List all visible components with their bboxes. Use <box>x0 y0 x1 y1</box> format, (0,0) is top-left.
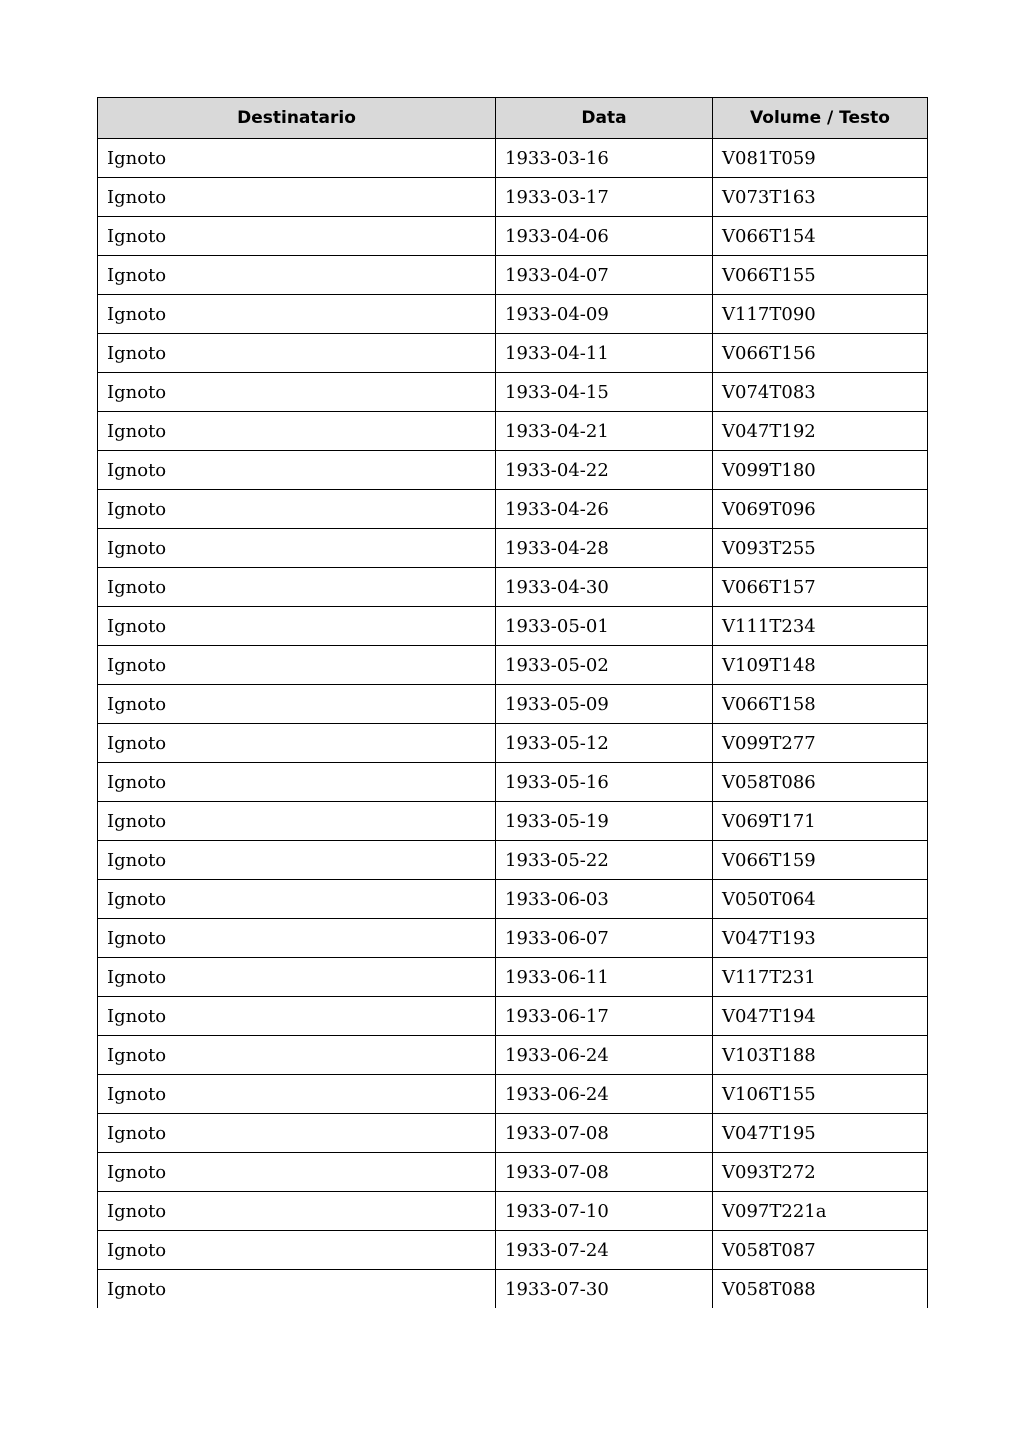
cell-volume-testo: V097T221a <box>713 1192 928 1231</box>
cell-volume-testo: V069T171 <box>713 802 928 841</box>
cell-data: 1933-05-12 <box>496 724 713 763</box>
table-row <box>98 997 928 1036</box>
cell-data: 1933-03-16 <box>496 139 713 178</box>
cell-volume-testo: V058T087 <box>713 1231 928 1270</box>
cell-data: 1933-07-08 <box>496 1114 713 1153</box>
cell-data: 1933-05-16 <box>496 763 713 802</box>
cell-destinatario: Ignoto <box>98 763 496 802</box>
cell-destinatario: Ignoto <box>98 568 496 607</box>
table-row <box>98 958 928 997</box>
cell-data: 1933-06-03 <box>496 880 713 919</box>
cell-volume-testo: V093T255 <box>713 529 928 568</box>
table-row <box>98 880 928 919</box>
table-row <box>98 1192 928 1231</box>
cell-volume-testo: V047T192 <box>713 412 928 451</box>
table-row <box>98 724 928 763</box>
table-row <box>98 178 928 217</box>
cell-destinatario: Ignoto <box>98 490 496 529</box>
cell-destinatario: Ignoto <box>98 1153 496 1192</box>
cell-destinatario: Ignoto <box>98 1231 496 1270</box>
cell-data: 1933-05-09 <box>496 685 713 724</box>
cell-destinatario: Ignoto <box>98 1075 496 1114</box>
cell-volume-testo: V066T154 <box>713 217 928 256</box>
cell-data: 1933-07-10 <box>496 1192 713 1231</box>
cell-volume-testo: V109T148 <box>713 646 928 685</box>
cell-destinatario: Ignoto <box>98 373 496 412</box>
cell-volume-testo: V066T156 <box>713 334 928 373</box>
cell-volume-testo: V058T086 <box>713 763 928 802</box>
cell-data: 1933-05-19 <box>496 802 713 841</box>
cell-volume-testo: V074T083 <box>713 373 928 412</box>
table-row <box>98 334 928 373</box>
cell-data: 1933-05-22 <box>496 841 713 880</box>
table-row <box>98 763 928 802</box>
cell-data: 1933-06-24 <box>496 1075 713 1114</box>
table-row <box>98 568 928 607</box>
cell-data: 1933-04-30 <box>496 568 713 607</box>
table-row <box>98 1075 928 1114</box>
cell-volume-testo: V066T155 <box>713 256 928 295</box>
cell-volume-testo: V066T159 <box>713 841 928 880</box>
cell-volume-testo: V081T059 <box>713 139 928 178</box>
cell-destinatario: Ignoto <box>98 529 496 568</box>
cell-destinatario: Ignoto <box>98 139 496 178</box>
cell-destinatario: Ignoto <box>98 607 496 646</box>
cell-volume-testo: V050T064 <box>713 880 928 919</box>
cell-volume-testo: V117T090 <box>713 295 928 334</box>
cell-destinatario: Ignoto <box>98 1036 496 1075</box>
table-row <box>98 529 928 568</box>
cell-destinatario: Ignoto <box>98 802 496 841</box>
cell-destinatario: Ignoto <box>98 1192 496 1231</box>
cell-data: 1933-06-24 <box>496 1036 713 1075</box>
cell-data: 1933-06-17 <box>496 997 713 1036</box>
table-row <box>98 451 928 490</box>
cell-destinatario: Ignoto <box>98 295 496 334</box>
cell-volume-testo: V099T277 <box>713 724 928 763</box>
table-row <box>98 1153 928 1192</box>
cell-data: 1933-07-30 <box>496 1270 713 1309</box>
cell-destinatario: Ignoto <box>98 646 496 685</box>
cell-data: 1933-04-11 <box>496 334 713 373</box>
cell-destinatario: Ignoto <box>98 724 496 763</box>
cell-data: 1933-05-01 <box>496 607 713 646</box>
table-row <box>98 841 928 880</box>
cell-data: 1933-04-06 <box>496 217 713 256</box>
table-body <box>98 139 928 1309</box>
cell-data: 1933-04-26 <box>496 490 713 529</box>
table-row <box>98 256 928 295</box>
cell-volume-testo: V047T194 <box>713 997 928 1036</box>
table-row <box>98 646 928 685</box>
cell-data: 1933-04-15 <box>496 373 713 412</box>
cell-destinatario: Ignoto <box>98 412 496 451</box>
cell-data: 1933-04-28 <box>496 529 713 568</box>
cell-data: 1933-03-17 <box>496 178 713 217</box>
cell-data: 1933-04-07 <box>496 256 713 295</box>
letters-table <box>97 97 928 1308</box>
table-header-row <box>98 98 928 139</box>
table-row <box>98 139 928 178</box>
cell-data: 1933-07-24 <box>496 1231 713 1270</box>
table-row <box>98 412 928 451</box>
document-page <box>97 97 927 1308</box>
cell-destinatario: Ignoto <box>98 1114 496 1153</box>
cell-data: 1933-07-08 <box>496 1153 713 1192</box>
column-header-data: Data <box>496 98 713 139</box>
cell-volume-testo: V069T096 <box>713 490 928 529</box>
table-row <box>98 373 928 412</box>
cell-data: 1933-04-21 <box>496 412 713 451</box>
cell-volume-testo: V099T180 <box>713 451 928 490</box>
table-row <box>98 919 928 958</box>
cell-data: 1933-04-09 <box>496 295 713 334</box>
table-row <box>98 1270 928 1309</box>
cell-data: 1933-06-07 <box>496 919 713 958</box>
cell-volume-testo: V066T158 <box>713 685 928 724</box>
cell-destinatario: Ignoto <box>98 451 496 490</box>
table-row <box>98 607 928 646</box>
table-row <box>98 295 928 334</box>
cell-destinatario: Ignoto <box>98 1270 496 1309</box>
cell-volume-testo: V093T272 <box>713 1153 928 1192</box>
cell-destinatario: Ignoto <box>98 217 496 256</box>
cell-volume-testo: V066T157 <box>713 568 928 607</box>
cell-volume-testo: V047T193 <box>713 919 928 958</box>
cell-data: 1933-06-11 <box>496 958 713 997</box>
table-row <box>98 1114 928 1153</box>
cell-volume-testo: V073T163 <box>713 178 928 217</box>
cell-destinatario: Ignoto <box>98 685 496 724</box>
cell-destinatario: Ignoto <box>98 841 496 880</box>
cell-destinatario: Ignoto <box>98 958 496 997</box>
cell-volume-testo: V111T234 <box>713 607 928 646</box>
cell-destinatario: Ignoto <box>98 256 496 295</box>
cell-destinatario: Ignoto <box>98 919 496 958</box>
cell-volume-testo: V106T155 <box>713 1075 928 1114</box>
cell-volume-testo: V117T231 <box>713 958 928 997</box>
cell-volume-testo: V047T195 <box>713 1114 928 1153</box>
table-row <box>98 1036 928 1075</box>
table-row <box>98 1231 928 1270</box>
cell-destinatario: Ignoto <box>98 997 496 1036</box>
column-header-destinatario: Destinatario <box>98 98 496 139</box>
cell-data: 1933-04-22 <box>496 451 713 490</box>
cell-destinatario: Ignoto <box>98 334 496 373</box>
table-row <box>98 802 928 841</box>
cell-destinatario: Ignoto <box>98 178 496 217</box>
column-header-volume-testo: Volume / Testo <box>713 98 928 139</box>
cell-data: 1933-05-02 <box>496 646 713 685</box>
table-row <box>98 685 928 724</box>
cell-destinatario: Ignoto <box>98 880 496 919</box>
cell-volume-testo: V103T188 <box>713 1036 928 1075</box>
cell-volume-testo: V058T088 <box>713 1270 928 1309</box>
table-row <box>98 217 928 256</box>
table-row <box>98 490 928 529</box>
